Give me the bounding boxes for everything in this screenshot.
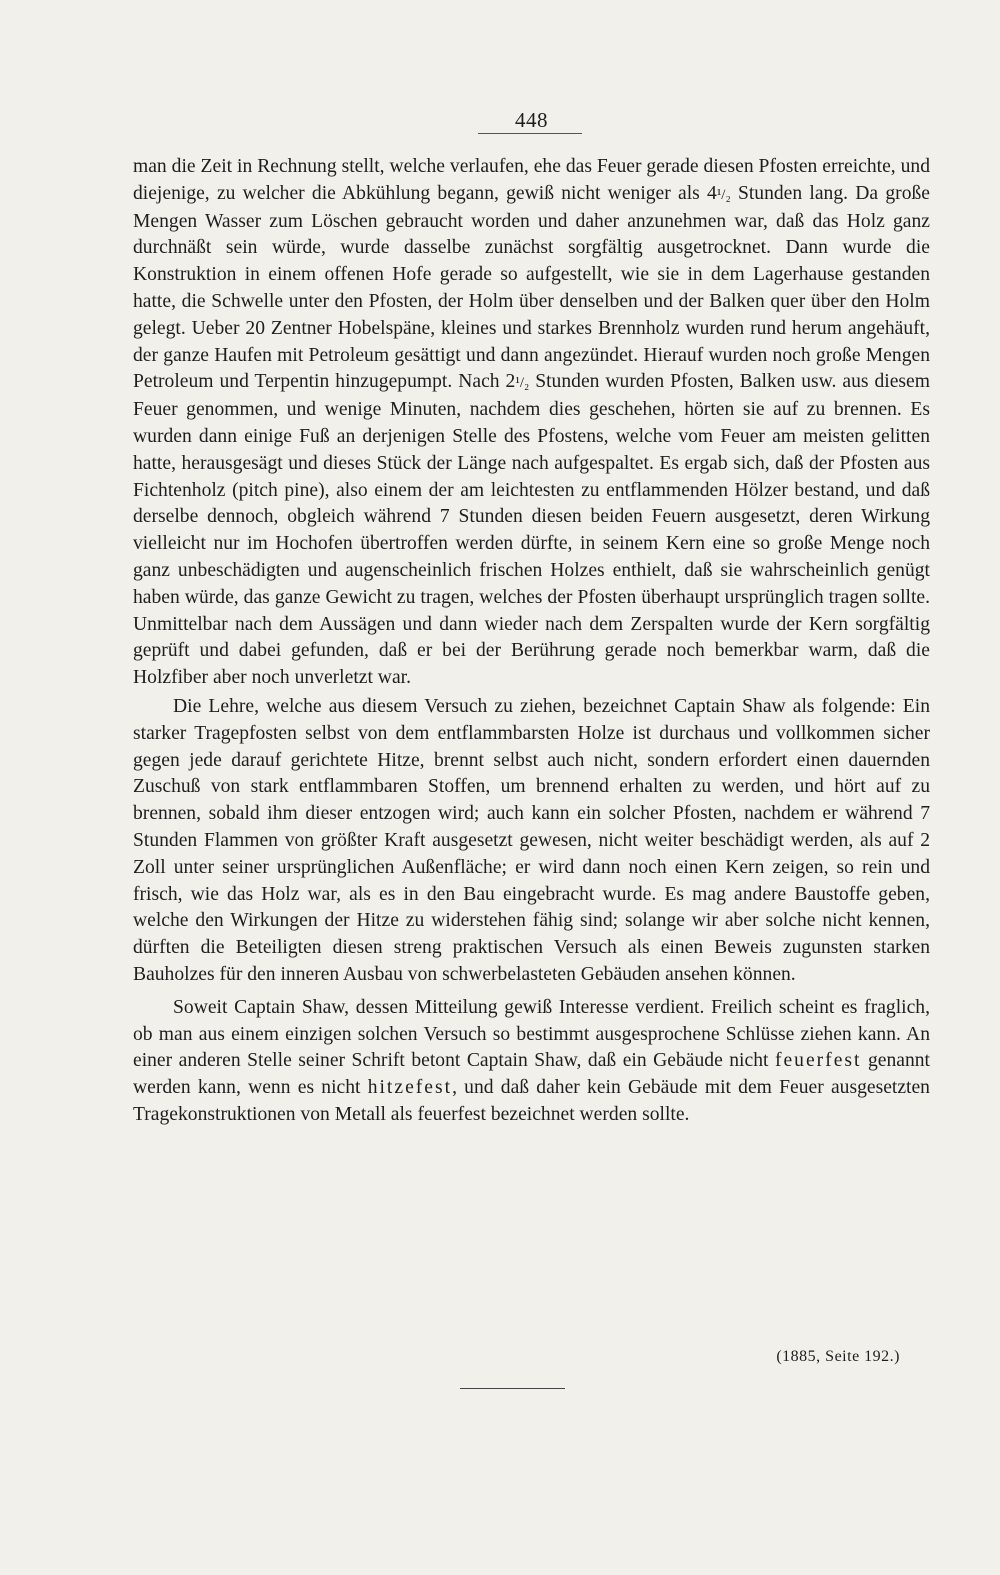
fraction: ¹/₂: [716, 186, 731, 203]
citation: (1885, Seite 192.): [776, 1348, 900, 1365]
fraction: ¹/₂: [515, 375, 530, 392]
emphasis-feuerfest: feuerfest: [774, 1050, 862, 1072]
paragraph-3: Soweit Captain Shaw, dessen Mitteilung gewiß Interesse verdient. Freilich scheint es fraglich, ob man aus einem einzigen solchen Versuch so bestimmt ausgesprochene Schlüsse ziehen kann. An einer anderen Stelle seiner Schrift betont Captain Shaw, daß ein Gebäude nicht feuerfest genannt werden kann, wenn es nicht hitzefest, und daß daher kein Gebäude mit dem Feuer ausgesetzten Tragekonstruktionen von Metall als feuerfest bezeichnet werden sollte.: [133, 996, 930, 1125]
header-rule: [478, 133, 582, 134]
footer-rule: [460, 1388, 565, 1389]
emphasis-hitzefest: hitzefest: [367, 1077, 453, 1099]
paragraph-1: man die Zeit in Rechnung stellt, welche verlaufen, ehe das Feuer gerade diesen Pfosten erreichte, und diejenige, zu welcher die Abkühlung begann, gewiß nicht weniger als 4¹/₂ Stunden lang. Da große Mengen Wasser zum Löschen gebraucht worden und daher anzunehmen war, daß das Holz ganz durchnäßt sein würde, wurde dasselbe zunächst sorgfältig ausgetrocknet. Dann wurde die Konstruktion in einem offenen Hofe gerade so aufgestellt, wie sie in dem Lagerhause gestanden hatte, die Schwelle unter den Pfosten, der Holm über denselben und der Balken quer über den Holm gelegt. Ueber 20 Zentner Hobelspäne, kleines und starkes Brennholz wurden rund herum angehäuft, der ganze Haufen mit Petroleum gesättigt und dann angezündet. Hierauf wurden noch große Mengen Petroleum und Terpentin hinzugepumpt. Nach 2¹/₂ Stunden wurden Pfosten, Balken usw. aus diesem Feuer genommen, und wenige Minuten, nachdem dies geschehen, hörten sie auf zu brennen. Es wurden dann einige Fuß an derjenigen Stelle des Pfostens, welche vom Feuer am meisten gelitten hatte, herausgesägt und dieses Stück der Länge nach aufgespaltet. Es ergab sich, daß der Pfosten aus Fichtenholz (pitch pine), also einem der am leichtesten zu entflammenden Hölzer bestand, und daß derselbe dennoch, obgleich während 7 Stunden diesen beiden Feuern ausgesetzt, deren Wirkung vielleicht nur im Hochofen übertroffen werden dürfte, in seinem Kern eine so große Menge noch ganz unbeschädigten und augenscheinlich frischen Holzes enthielt, daß sie wahrscheinlich genügt haben würde, das ganze Gewicht zu tragen, welches der Pfosten überhaupt ursprünglich tragen sollte. Unmittelbar nach dem Aussägen und dann wieder nach dem Zerspalten wurde der Kern sorgfältig geprüft und dabei gefunden, daß er bei der Berührung gerade noch bemerkbar warm, daß die Holzfiber aber noch unverletzt war.: [133, 156, 930, 689]
page-number: 448: [515, 108, 548, 132]
paragraph-2: Die Lehre, welche aus diesem Versuch zu ziehen, bezeichnet Captain Shaw als folgende: Ein starker Tragepfosten selbst von dem entflammbarsten Holze ist durchaus und vollkommen sicher gegen jede darauf gerichtete Hitze, brennt selbst auch nicht, sondern erfordert einen dauernden Zuschuß von stark entflammbaren Stoffen, um brennend erhalten zu werden, und hört auf zu brennen, sobald ihm dieser entzogen wird; auch kann ein solcher Pfosten, nachdem er während 7 Stunden Flammen von größter Kraft ausgesetzt gewesen, nicht weiter beschädigt werden, als auf 2 Zoll unter seiner ursprünglichen Außenfläche; er wird dann noch einen Kern zeigen, so rein und frisch, wie das Holz war, als es in den Bau eingebracht wurde. Es mag andere Baustoffe geben, welche den Wirkungen der Hitze zu widerstehen fähig sind; solange wir aber solche nicht kennen, dürften die Beteiligten diesen streng praktischen Versuch als einen Beweis zugunsten starken Bauholzes für den inneren Ausbau von schwerbelasteten Gebäuden ansehen können.: [133, 695, 930, 985]
body-text: [133, 154, 930, 1129]
